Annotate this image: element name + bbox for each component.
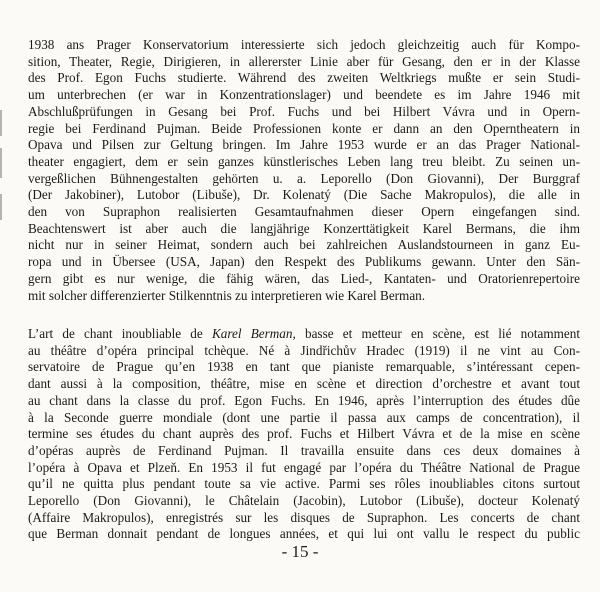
text-line <box>28 326 580 343</box>
text-line: l’opéra à Opava et Plzeň. En 1953 il fut engagé par l’opéra du Théâtre National de Prague <box>28 459 580 475</box>
text-line: ropa und in Übersee (USA, Japan) den Respekt des Publikums gewann. Unter den Sän- <box>28 254 580 270</box>
text-line: à la Seconde guerre mondiale (dont une partie il passa aux camps de concentration), il <box>28 409 580 425</box>
artist-name: Karel Berman, <box>211 326 296 341</box>
text-line: Beachtenswert ist aber auch die langjährige Konzerttätigkeit Karel Bermans, die ihm <box>28 220 580 236</box>
text-line: um unterbrechen (er war in Konzentrationslager) und beendete es im Jahre 1946 mit <box>28 87 580 103</box>
text-line: theater engagiert, dem er sein ganzes künstlerisches Leben lang treu bleibt. Zu seinen un- <box>28 153 580 169</box>
text-line: qu’il ne quitta plus pendant toute sa vie active. Parmi ses rôles inoubliables citons surtout <box>28 476 580 492</box>
text-line: Leporello (Don Giovanni), le Châtelain (Jacobin), Lutobor (Libuše), docteur Kolenatý <box>28 493 580 509</box>
text-line: mit solcher differenzierter Stilkenntnis zu interpretieren wie Karel Berman. <box>28 287 426 303</box>
text-line: regie bei Ferdinand Pujman. Beide Professionen konte er dann an den Operntheatern in <box>28 120 580 136</box>
text-line: 1938 ans Prager Konservatorium interessierte sich jedoch gleichzeitig auch für Kompo- <box>28 37 580 52</box>
binding-edge-mark <box>0 148 2 178</box>
text-line: (Der Jakobiner), Lutobor (Libuše), Dr. Kolenatý (Die Sache Makropulos), die alle in <box>28 187 580 203</box>
text-run: basse et metteur en scène, est lié notamment <box>295 326 580 341</box>
text-line: nicht nur in seiner Heimat, sondern auch bei zahlreichen Auslandstourneen in ganz Eu- <box>28 237 580 253</box>
text-line: dant aussi à la composition, théâtre, mise en scène et direction d’orchestre et avant tout <box>28 376 580 392</box>
text-line: que Berman donnait pendant de longues années, et qui lui ont vallu le respect du public <box>28 526 580 542</box>
text-run: L’art de chant inoubliable de <box>28 326 212 341</box>
text-line: den von Supraphon realisierten Gesamtaufnahmen dieser Opern eingefangen sind. <box>28 204 580 220</box>
text-line: des Prof. Egon Fuchs studierte. Während des zweiten Weltkriegs mußte er sein Studi- <box>28 70 580 86</box>
binding-edge-mark <box>0 110 2 136</box>
text-line: termine ses études du chant auprès des prof. Fuchs et Hilbert Vávra et de la mise en scène <box>28 426 580 442</box>
binding-edge-mark <box>0 194 2 220</box>
german-paragraph <box>28 37 580 304</box>
text-line: d’opéras auprès de Ferdinand Pujman. Il travailla ensuite dans ces deux domaines à <box>28 442 580 458</box>
french-paragraph <box>28 326 580 543</box>
text-line: gern gibt es nur wenige, die fähig wären, das Lied-, Kantaten- und Oratorienrepertoire <box>28 270 580 286</box>
text-line: (Affaire Makropulos), enregistrés sur les disques de Supraphon. Les concerts de chant <box>28 509 580 525</box>
text-line: Abschlußprüfungen in Gesang bei Prof. Fuchs und bei Hilbert Vávra und in Opern- <box>28 103 580 119</box>
page-number: - 15 - <box>281 542 319 561</box>
text-line: au chant dans la classe du prof. Egon Fuchs. En 1946, après l’interruption des études dûe <box>28 392 580 408</box>
text-line: au théâtre d’opéra principal tchèque. Né à Jindřichův Hradec (1919) il ne vint au Con- <box>28 342 580 358</box>
text-line: sition, Theater, Regie, Dirigieren, in allererster Linie aber für Gesang, den er in der Klasse <box>28 53 580 69</box>
text-line: servatoire de Prague qu’en 1938 en tant que pianiste remarquable, s’intéressant cepen- <box>28 359 580 375</box>
text-line: Opava und Pilsen zur Geltung bringen. Im Jahre 1953 wurde er an das Prager National- <box>28 137 580 153</box>
text-line: vergeßlichen Bühnengestalten gehörten u. a. Leporello (Don Giovanni), Der Burggraf <box>28 170 580 186</box>
